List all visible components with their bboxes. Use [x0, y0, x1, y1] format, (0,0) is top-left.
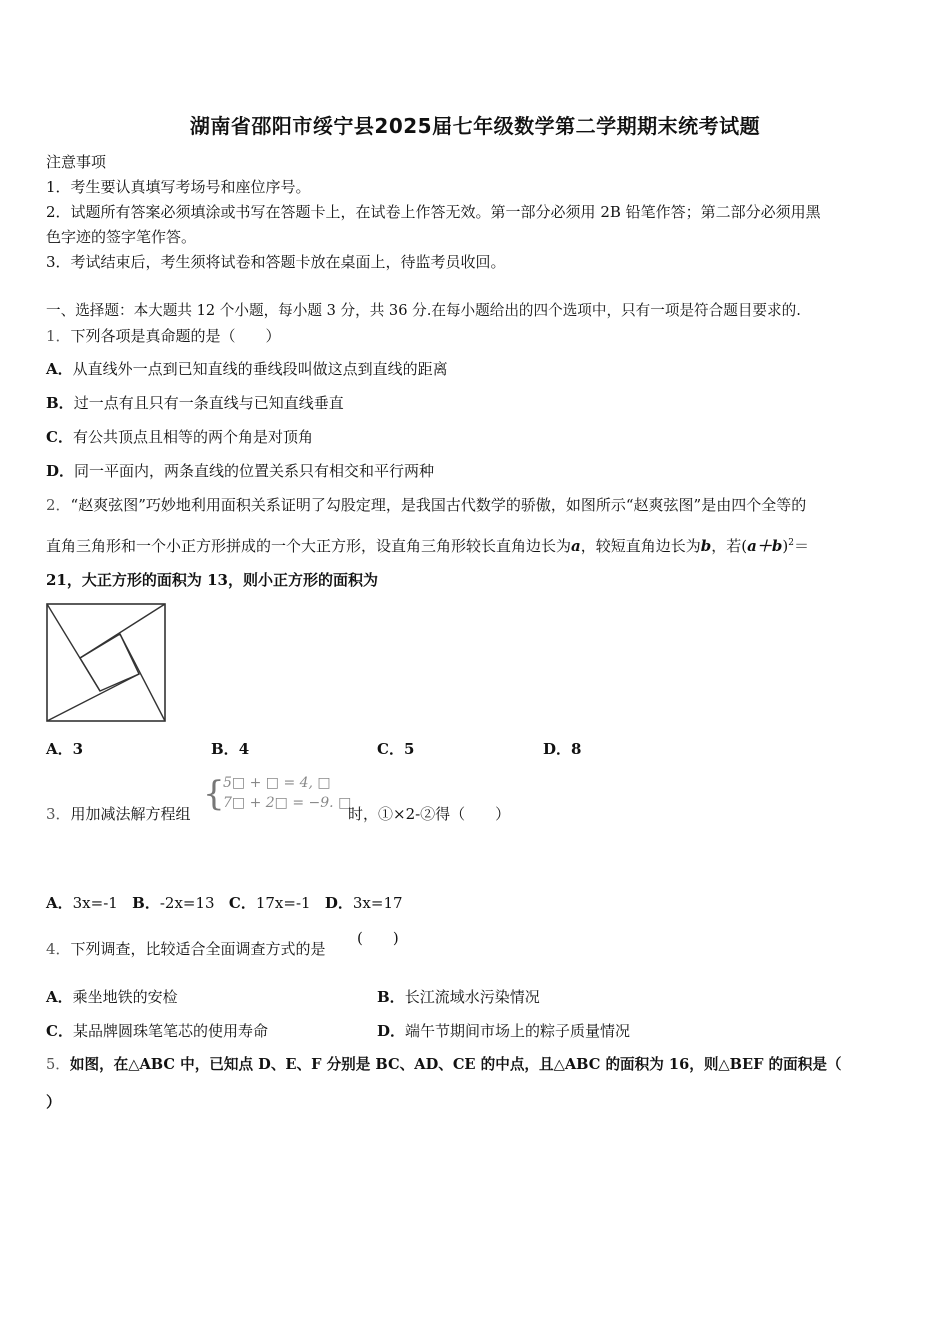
option-text: 过一点有且只有一条直线与已知直线垂直	[73, 394, 344, 412]
equation-2: 7□ + 2□ = −9. □	[223, 795, 352, 811]
option-label: C．	[46, 1022, 73, 1040]
option-label: A．	[46, 740, 73, 758]
notice-item-1: 1．考生要认真填写考场号和座位序号。	[46, 178, 311, 196]
question-2-line-2	[46, 533, 809, 556]
outer-square	[47, 604, 165, 721]
q2-option-c	[377, 739, 414, 759]
option-label: D．	[543, 740, 572, 758]
notice-item-3: 3．考试结束后，考生须将试卷和答题卡放在桌面上，待监考员收回。	[46, 253, 506, 271]
answer-parenthesis: ( )	[357, 929, 399, 947]
question-number: 3．	[46, 805, 71, 823]
option-label: A．	[46, 988, 73, 1006]
option-text: 从直线外一点到已知直线的垂线段叫做这点到直线的距离	[72, 360, 448, 378]
option-label: C．	[228, 894, 256, 912]
stem-text: ，若(	[711, 537, 748, 555]
question-3	[46, 804, 191, 824]
option-text: 8	[571, 740, 582, 758]
question-stem: 用加减法解方程组	[70, 805, 191, 823]
option-label: C．	[377, 740, 404, 758]
inner-square	[80, 634, 139, 691]
option-label: C．	[46, 428, 73, 446]
page-title: 湖南省邵阳市绥宁县2025届七年级数学第二学期期末统考试题	[189, 114, 761, 138]
q4-option-b	[377, 987, 540, 1007]
option-label: D．	[324, 894, 353, 912]
question-5-tail: ）	[46, 1093, 62, 1111]
option-text: 5	[403, 740, 415, 758]
stem-text: )	[782, 537, 789, 555]
equation-1: 5□ + □ = 4, □	[223, 775, 331, 791]
q4-option-c	[46, 1021, 268, 1041]
option-text: 17x=-1	[255, 894, 311, 912]
notice-heading: 注意事项	[46, 153, 107, 171]
question-stem: 下列调查，比较适合全面调查方式的是	[70, 940, 326, 958]
question-2	[46, 495, 806, 515]
notice-item-2: 2．试题所有答案必须填涂或书写在答题卡上，在试卷上作答无效。第一部分必须用 2B 铅笔作答；第二部分必须用黑	[46, 203, 821, 221]
option-text: 3	[72, 740, 84, 758]
question-number: 2．	[46, 496, 71, 514]
question-3-stem-tail: 时，①×2-②得（ ）	[348, 805, 511, 823]
q1-option-d	[46, 461, 434, 481]
section-heading: 一、选择题：本大题共 12 个小题，每小题 3 分，共 36 分.在每小题给出的四个选项中，只有一项是符合题目要求的.	[46, 302, 801, 319]
q1-option-b	[46, 393, 344, 413]
option-text: 端午节期间市场上的粽子质量情况	[405, 1022, 631, 1040]
notice-item-2-cont: 色字迹的签字笔作答。	[46, 228, 197, 246]
q2-option-a	[46, 739, 83, 759]
question-stem: 如图，在△ABC 中，已知点 D、E、F 分别是 BC、AD、CE 的中点，且△ABC 的面积为 16，则△BEF 的面积是（	[69, 1056, 842, 1073]
option-label: A．	[46, 894, 73, 912]
option-text: 有公共顶点且相等的两个角是对顶角	[72, 428, 313, 446]
option-text: 同一平面内，两条直线的位置关系只有相交和平行两种	[74, 462, 435, 480]
option-label: D．	[46, 462, 75, 480]
exponent: 2	[788, 538, 794, 548]
stem-text: ＝	[793, 537, 809, 555]
expression: a＋b	[747, 537, 783, 555]
option-label: A．	[46, 360, 73, 378]
q4-option-a	[46, 987, 178, 1007]
q4-option-d	[377, 1021, 630, 1041]
question-1	[46, 326, 281, 346]
stem-text: ，较短直角边长为	[580, 537, 701, 555]
option-label: B．	[211, 740, 239, 758]
question-number: 1．	[46, 327, 71, 345]
option-label: B．	[46, 394, 74, 412]
option-label: B．	[132, 894, 160, 912]
question-stem: 下列各项是真命题的是（ ）	[70, 327, 281, 345]
option-text: 乘坐地铁的安检	[72, 988, 178, 1006]
option-label: B．	[377, 988, 405, 1006]
question-number: 5．	[46, 1056, 70, 1073]
question-number: 4．	[46, 940, 71, 958]
equation-system	[203, 774, 352, 815]
option-text: -2x=13	[159, 894, 215, 912]
option-text: 某品牌圆珠笔笔芯的使用寿命	[72, 1022, 268, 1040]
zhao-shuang-diagram	[46, 603, 168, 723]
question-2-line-3: 21，大正方形的面积为 13，则小正方形的面积为	[46, 571, 378, 589]
option-text: 3x=-1	[72, 894, 118, 912]
variable-b: b	[700, 537, 712, 555]
option-text: 长江流域水污染情况	[404, 988, 540, 1006]
brace-icon: {	[203, 774, 225, 814]
question-5	[46, 1055, 842, 1075]
variable-a: a	[571, 537, 581, 555]
q1-option-c	[46, 427, 313, 447]
q2-option-b	[211, 739, 249, 759]
option-text: 3x=17	[352, 894, 403, 912]
q1-option-a	[46, 359, 448, 379]
q3-options	[46, 893, 403, 913]
question-4	[46, 939, 326, 959]
q2-option-d	[543, 739, 581, 759]
stem-text: 直角三角形和一个小正方形拼成的一个大正方形，设直角三角形较长直角边长为	[46, 537, 572, 555]
triangle-edge-2	[47, 674, 139, 721]
option-text: 4	[238, 740, 250, 758]
option-label: D．	[377, 1022, 406, 1040]
question-stem-line-1: “赵爽弦图”巧妙地利用面积关系证明了勾股定理，是我国古代数学的骄傲，如图所示“赵爽弦图”是由四个全等的	[70, 496, 807, 514]
